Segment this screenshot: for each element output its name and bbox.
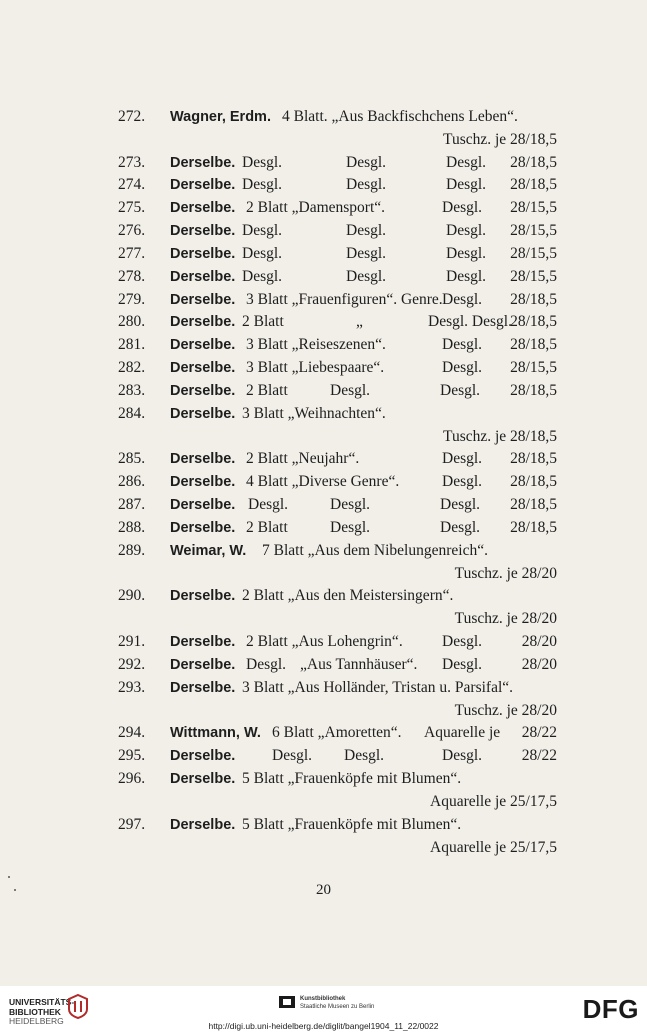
- entry-description: Desgl.: [346, 267, 387, 285]
- entry-description: 2 Blatt „Neujahr“.: [246, 450, 360, 468]
- entry-description: Desgl.: [330, 381, 371, 399]
- medium-and-dimensions: Aquarelle je 25/17,5: [430, 838, 557, 856]
- entry-description: Desgl.: [272, 747, 313, 765]
- artist-name: Derselbe.: [170, 245, 236, 262]
- catalog-entry: [0, 745, 647, 767]
- entry-description: 5 Blatt „Frauenköpfe mit Blumen“.: [242, 770, 462, 788]
- artist-name: Wagner, Erdm.: [170, 109, 271, 125]
- entry-number: 276.: [118, 222, 146, 240]
- catalog-entry: [0, 380, 647, 402]
- entry-number: 295.: [118, 747, 146, 765]
- catalog-entry: [0, 654, 647, 676]
- artist-name: Derselbe.: [170, 634, 236, 651]
- entry-description: „: [356, 313, 363, 331]
- entry-description: Desgl.: [346, 176, 387, 194]
- entry-description: „Aus Tannhäuser“.: [300, 655, 418, 673]
- entry-number: 277.: [118, 244, 146, 262]
- entry-description: Desgl.: [440, 381, 481, 399]
- catalog-entry: [0, 517, 647, 539]
- entry-number: 272.: [118, 108, 146, 125]
- entry-dimensions: 28/18,5: [510, 176, 557, 194]
- medium-and-dimensions: Tuschz. je 28/18,5: [443, 130, 557, 148]
- entry-description: 2 Blatt: [242, 313, 284, 331]
- entry-continuation: [0, 426, 647, 448]
- catalog-entry: [0, 677, 647, 699]
- entry-description: Desgl.: [242, 222, 283, 240]
- entry-number: 297.: [118, 815, 146, 833]
- entry-description: Desgl.: [440, 496, 481, 514]
- artist-name: Derselbe.: [170, 268, 236, 285]
- artist-name: Derselbe.: [170, 154, 236, 171]
- catalog-entry: [0, 471, 647, 493]
- artist-name: Derselbe.: [170, 291, 236, 308]
- entry-description: Desgl.: [346, 153, 387, 171]
- entry-description: Desgl.: [346, 222, 387, 240]
- entry-number: 282.: [118, 359, 146, 377]
- entry-number: 292.: [118, 655, 146, 673]
- entry-dimensions: 28/18,5: [510, 336, 557, 354]
- entry-dimensions: 28/18,5: [510, 496, 557, 514]
- kunstbibliothek-name: Kunstbibliothek: [300, 996, 346, 1002]
- entry-dimensions: 28/15,5: [510, 267, 557, 285]
- entry-continuation: [0, 791, 647, 813]
- artist-name: Derselbe.: [170, 223, 236, 240]
- entry-description: Desgl.: [442, 336, 483, 354]
- entry-description: Desgl.: [446, 222, 487, 240]
- entry-description: Desgl.: [248, 496, 289, 514]
- entry-continuation: [0, 837, 647, 859]
- entry-description: 2 Blatt: [246, 381, 288, 399]
- artist-name: Derselbe.: [170, 497, 236, 514]
- medium-and-dimensions: Tuschz. je 28/20: [454, 610, 557, 628]
- entry-description: Desgl.: [442, 747, 483, 765]
- artist-name: Derselbe.: [170, 405, 236, 422]
- entry-number: 293.: [118, 678, 146, 696]
- entry-description: Desgl.: [446, 244, 487, 262]
- entry-description: Desgl.: [330, 518, 371, 536]
- kunstbibliothek-subtitle: Staatliche Museen zu Berlin: [300, 1004, 375, 1010]
- entry-description: Desgl.: [446, 153, 487, 171]
- entry-description: 6 Blatt „Amoretten“.: [272, 724, 402, 742]
- entry-dimensions: 28/20: [521, 633, 557, 651]
- entry-dimensions: 28/18,5: [510, 153, 557, 171]
- entry-description: Desgl.: [442, 633, 483, 651]
- entry-description: 7 Blatt „Aus dem Nibelungenreich“.: [262, 541, 488, 559]
- entry-dimensions: 28/18,5: [510, 450, 557, 468]
- digitization-footer: [0, 986, 647, 1033]
- entry-number: 273.: [118, 153, 146, 171]
- catalog-entry: [0, 197, 647, 219]
- entry-number: 279.: [118, 290, 146, 308]
- medium-and-dimensions: Tuschz. je 28/20: [454, 701, 557, 719]
- entry-description: Aquarelle je: [424, 724, 501, 742]
- catalog-entry: [0, 289, 647, 311]
- library-name-line3: HEIDELBERG: [9, 1016, 64, 1026]
- catalog-entry: [0, 448, 647, 470]
- entry-description: 4 Blatt. „Aus Backfischchens Leben“.: [282, 108, 518, 125]
- entry-description: 3 Blatt „Liebespaare“.: [246, 359, 385, 377]
- artist-name: Derselbe.: [170, 200, 236, 217]
- artist-name: Derselbe.: [170, 314, 236, 331]
- artist-name: Derselbe.: [170, 679, 236, 696]
- entry-description: 2 Blatt: [246, 518, 288, 536]
- entry-number: 287.: [118, 496, 146, 514]
- entry-description: 3 Blatt „Aus Holländer, Tristan u. Parsifal“.: [242, 678, 514, 696]
- artist-name: Derselbe.: [170, 360, 236, 377]
- entry-number: 275.: [118, 199, 146, 217]
- catalog-entry: [0, 540, 647, 562]
- entry-description: 5 Blatt „Frauenköpfe mit Blumen“.: [242, 815, 462, 833]
- entry-description: 4 Blatt „Diverse Genre“.: [246, 473, 400, 491]
- artist-name: Wittmann, W.: [170, 725, 261, 742]
- entry-description: Desgl.: [442, 655, 483, 673]
- catalog-entry: [0, 243, 647, 265]
- entry-description: Desgl.: [346, 244, 387, 262]
- entry-description: 2 Blatt „Damensport“.: [246, 199, 386, 217]
- catalog-entry: [0, 106, 647, 128]
- entry-dimensions: 28/18,5: [510, 473, 557, 491]
- entry-number: 286.: [118, 473, 146, 491]
- entry-description: 2 Blatt „Aus den Meistersingern“.: [242, 587, 454, 605]
- catalog-entry: [0, 814, 647, 836]
- entry-dimensions: 28/15,5: [510, 222, 557, 240]
- entry-dimensions: 28/15,5: [510, 359, 557, 377]
- entry-description: Desgl.: [442, 450, 483, 468]
- library-name-line2: BIBLIOTHEK: [9, 1006, 61, 1017]
- artist-name: Derselbe.: [170, 382, 236, 399]
- artist-name: Derselbe.: [170, 337, 236, 354]
- entry-description: Desgl.: [440, 518, 481, 536]
- catalog-entry: [0, 266, 647, 288]
- entry-description: Desgl.: [246, 655, 287, 673]
- artist-name: Derselbe.: [170, 748, 236, 765]
- entry-dimensions: 28/18,5: [510, 381, 557, 399]
- artist-name: Derselbe.: [170, 474, 236, 491]
- scan-speck: [8, 876, 10, 878]
- catalog-entry: [0, 311, 647, 333]
- entry-continuation: [0, 700, 647, 722]
- entry-number: 274.: [118, 176, 146, 194]
- entry-continuation: [0, 129, 647, 151]
- library-seal-icon: [66, 993, 90, 1019]
- entry-dimensions: 28/22: [521, 747, 557, 765]
- entry-dimensions: 28/18,5: [510, 313, 557, 331]
- entry-number: 278.: [118, 267, 146, 285]
- entry-dimensions: 28/15,5: [510, 199, 557, 217]
- entry-description: 3 Blatt „Frauenfiguren“. Genre.: [246, 290, 443, 308]
- entry-description: Desgl.: [242, 267, 283, 285]
- entry-number: 285.: [118, 450, 146, 468]
- artist-name: Derselbe.: [170, 588, 236, 605]
- medium-and-dimensions: Aquarelle je 25/17,5: [430, 792, 557, 810]
- artist-name: Derselbe.: [170, 451, 236, 468]
- entry-number: 283.: [118, 381, 146, 399]
- permalink-url[interactable]: http://digi.ub.uni-heidelberg.de/diglit/bangel1904_11_22/0022: [208, 1021, 439, 1031]
- medium-and-dimensions: Tuschz. je 28/20: [454, 564, 557, 582]
- entry-description: Desgl.: [242, 176, 283, 194]
- scan-speck: [14, 889, 16, 891]
- catalog-entry: [0, 174, 647, 196]
- entry-dimensions: 28/18,5: [510, 290, 557, 308]
- catalog-entry: [0, 403, 647, 425]
- entry-description: 3 Blatt „Weihnachten“.: [242, 404, 386, 422]
- entry-description: Desgl.: [442, 473, 483, 491]
- entry-description: Desgl.: [442, 359, 483, 377]
- entry-dimensions: 28/22: [521, 724, 557, 742]
- artist-name: Derselbe.: [170, 519, 236, 536]
- entry-dimensions: 28/15,5: [510, 244, 557, 262]
- entry-description: Desgl.: [242, 244, 283, 262]
- artist-name: Derselbe.: [170, 816, 236, 833]
- catalog-entry: [0, 334, 647, 356]
- entry-continuation: [0, 563, 647, 585]
- entry-number: 284.: [118, 404, 146, 422]
- entry-description: Desgl. Desgl.: [428, 313, 512, 331]
- entry-description: Desgl.: [442, 290, 483, 308]
- library-name-line1: UNIVERSITÄTS-: [9, 997, 75, 1007]
- entry-description: 2 Blatt „Aus Lohengrin“.: [246, 633, 403, 651]
- catalog-entry: [0, 494, 647, 516]
- entry-dimensions: 28/18,5: [510, 518, 557, 536]
- artist-name: Derselbe.: [170, 177, 236, 194]
- entry-description: Desgl.: [442, 199, 483, 217]
- entry-number: 288.: [118, 518, 146, 536]
- artist-name: Weimar, W.: [170, 542, 247, 559]
- entry-continuation: [0, 608, 647, 630]
- dfg-logo[interactable]: DFG: [582, 994, 639, 1024]
- artist-name: Derselbe.: [170, 656, 236, 673]
- catalog-entry: [0, 152, 647, 174]
- entry-description: Desgl.: [330, 496, 371, 514]
- catalog-entry: [0, 585, 647, 607]
- catalog-entry: [0, 722, 647, 744]
- page-number: 20: [316, 882, 331, 898]
- catalog-entry: [0, 220, 647, 242]
- entry-number: 294.: [118, 724, 146, 742]
- artist-name: Derselbe.: [170, 771, 236, 788]
- medium-and-dimensions: Tuschz. je 28/18,5: [443, 427, 557, 445]
- entry-number: 289.: [118, 541, 146, 559]
- catalog-entry: [0, 768, 647, 790]
- kunstbibliothek-icon: [278, 994, 296, 1010]
- catalog-entry: [0, 357, 647, 379]
- entry-number: 296.: [118, 770, 146, 788]
- entry-number: 290.: [118, 587, 146, 605]
- entry-description: Desgl.: [344, 747, 385, 765]
- entry-dimensions: 28/20: [521, 655, 557, 673]
- entry-description: Desgl.: [446, 176, 487, 194]
- kunstbibliothek-logo[interactable]: [278, 994, 375, 1015]
- catalog-entry: [0, 631, 647, 653]
- entry-number: 280.: [118, 313, 146, 331]
- entry-description: 3 Blatt „Reiseszenen“.: [246, 336, 386, 354]
- entry-number: 291.: [118, 633, 146, 651]
- entry-number: 281.: [118, 336, 146, 354]
- entry-description: Desgl.: [242, 153, 283, 171]
- entry-description: Desgl.: [446, 267, 487, 285]
